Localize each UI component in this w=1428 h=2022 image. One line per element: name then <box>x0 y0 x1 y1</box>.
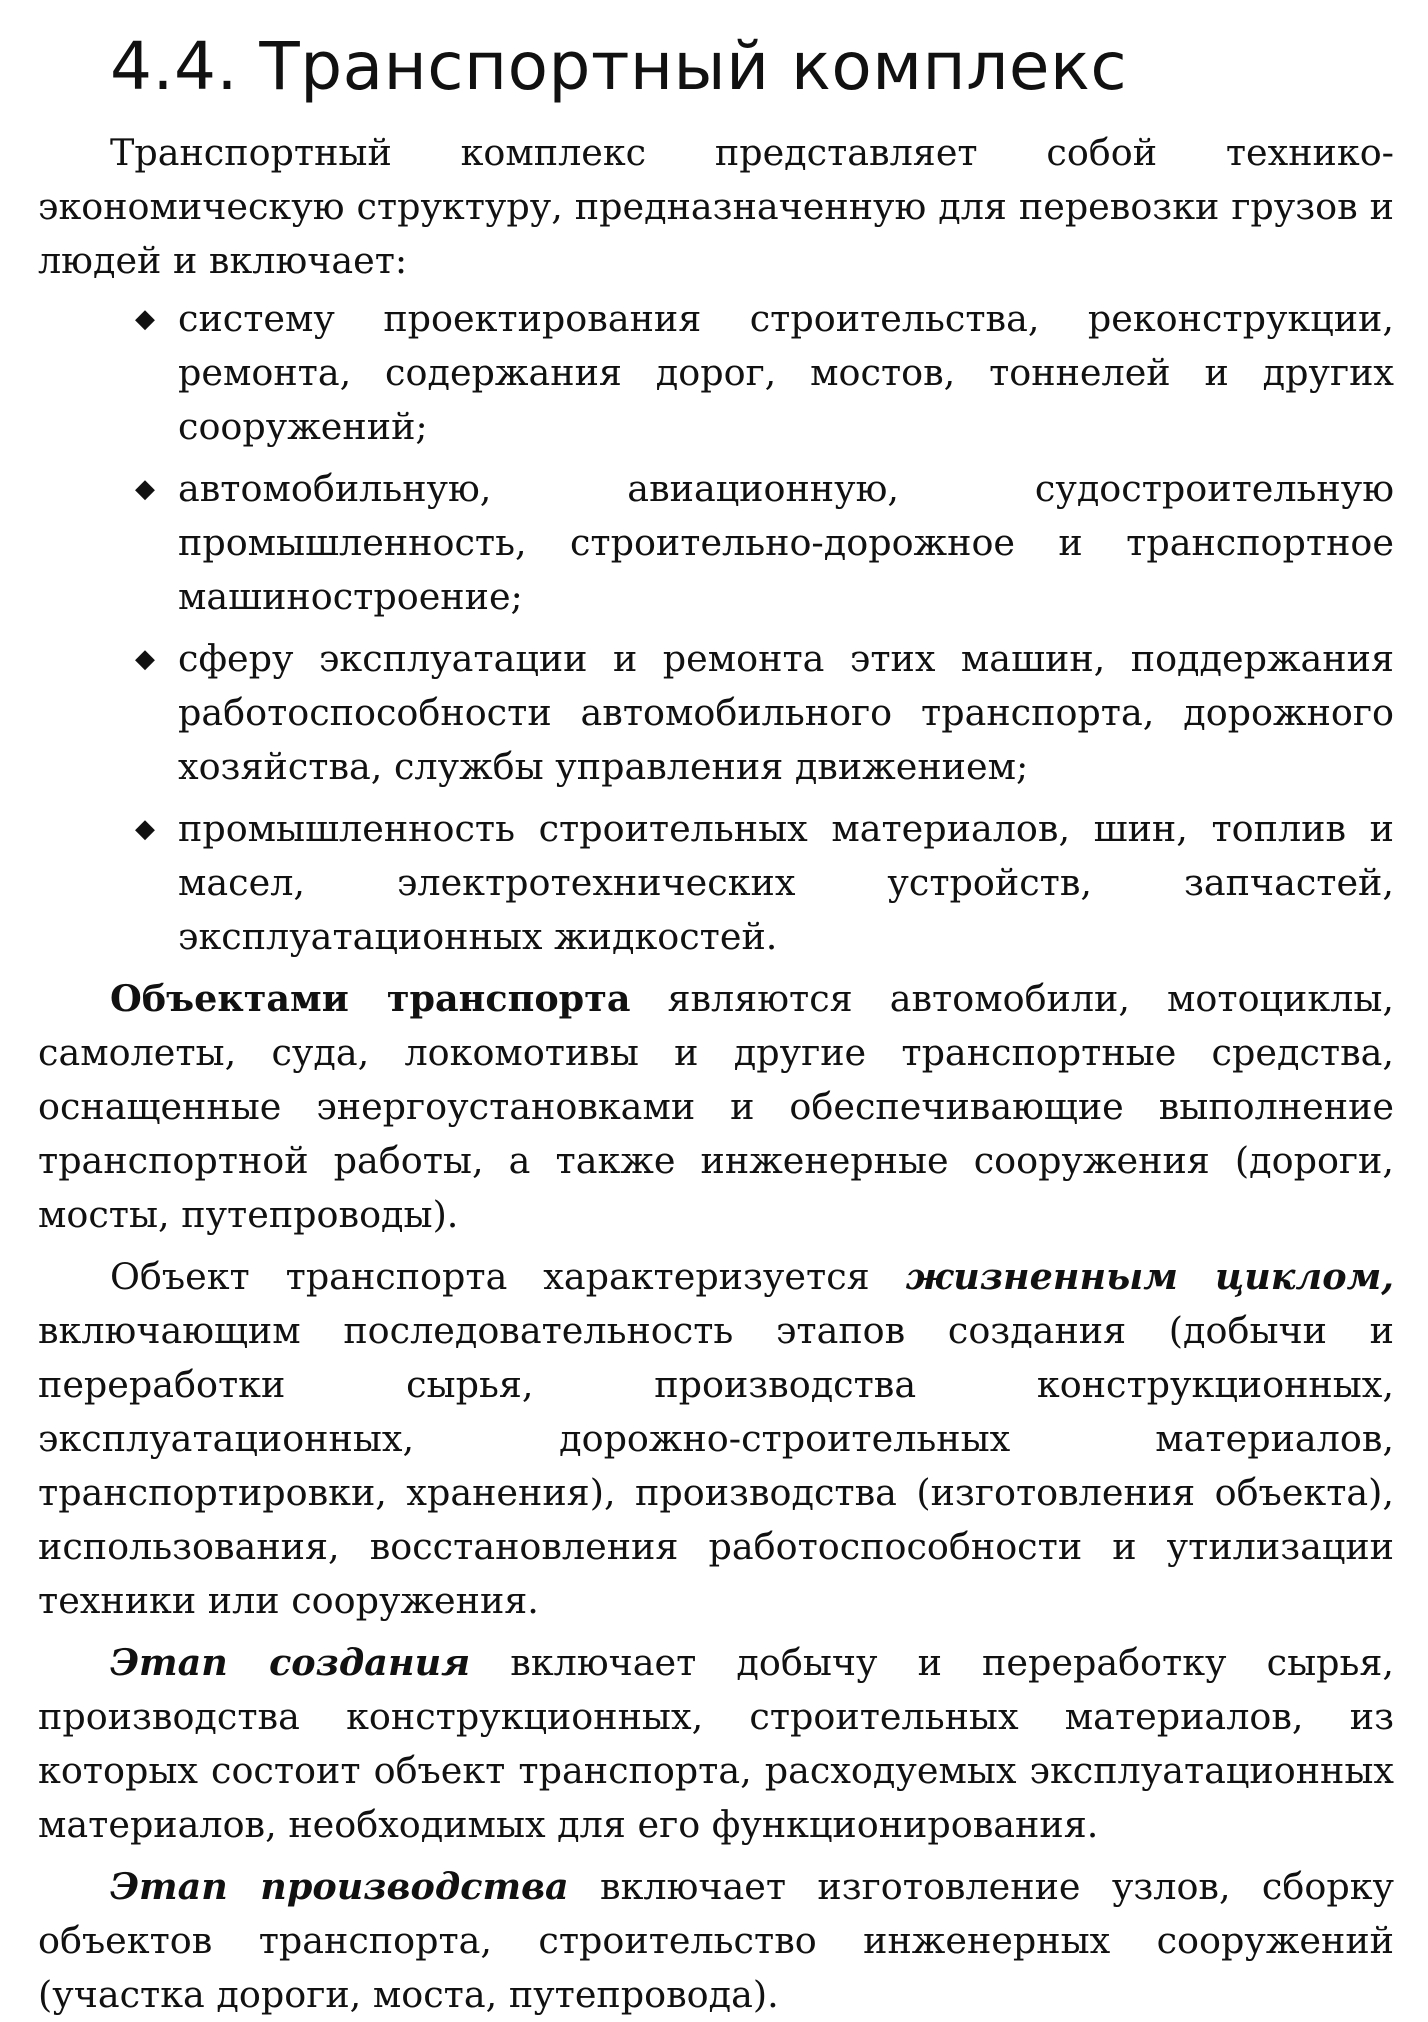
paragraph-text: включает изготовление узлов, сборку объектов транспорта, строительство инженерных сооружений (участка дороги, моста, путепровода). <box>38 1865 1394 2016</box>
bold-italic-term: Этап производства <box>110 1865 569 1908</box>
diamond-bullet-icon: ◆ <box>135 644 155 674</box>
section-heading: 4.4. Транспортный комплекс <box>110 28 1128 105</box>
paragraph-text: являются автомобили, мотоциклы, самолеты, суда, локомотивы и другие транспортные средства, оснащенные энергоустановками и обеспечивающие выполнение транспортной работы, а также инженерные сооружения (дороги, мосты, путепроводы). <box>38 977 1394 1236</box>
objects-paragraph <box>38 972 1394 1242</box>
list-item <box>135 802 1394 964</box>
list-item-text: сферу эксплуатации и ремонта этих машин, поддержания работоспособности автомобильного транспорта, дорожного хозяйства, службы управления движением; <box>178 637 1394 788</box>
list-item-text: систему проектирования строительства, реконструкции, ремонта, содержания дорог, мостов, тоннелей и других сооружений; <box>178 297 1394 448</box>
list-item <box>135 632 1394 794</box>
bold-term: Объектами транспорта <box>110 977 631 1020</box>
paragraph-text: включающим последовательность этапов создания (добычи и переработки сырья, производства конструкционных, эксплуатационных, дорожно-строительных материалов, транспортировки, хранения), производства (изготовления объекта), использования, восстановления работоспособности и утилизации техники или сооружения. <box>38 1309 1394 1622</box>
production-stage-paragraph <box>38 1860 1394 2022</box>
list-item <box>135 462 1394 624</box>
bold-italic-term: жизненным циклом, <box>905 1255 1394 1298</box>
creation-stage-paragraph <box>38 1636 1394 1852</box>
lifecycle-paragraph <box>38 1250 1394 1628</box>
paragraph-text: Объект транспорта характеризуется <box>110 1255 906 1298</box>
bullet-list <box>38 292 1394 964</box>
diamond-bullet-icon: ◆ <box>135 814 155 844</box>
intro-paragraph: Транспортный комплекс представляет собой технико-экономическую структуру, предназначенную для перевозки грузов и людей и включает: <box>38 131 1394 282</box>
list-item-text: автомобильную, авиационную, судостроительную промышленность, строительно-дорожное и транспортное машиностроение; <box>178 467 1394 618</box>
diamond-bullet-icon: ◆ <box>135 304 155 334</box>
paragraph-text: включает добычу и переработку сырья, производства конструкционных, строительных материалов, из которых состоит объект транспорта, расходуемых эксплуатационных материалов, необходимых для его функционирования. <box>38 1641 1394 1846</box>
bold-italic-term: Этап создания <box>110 1641 471 1684</box>
diamond-bullet-icon: ◆ <box>135 474 155 504</box>
list-item <box>135 292 1394 454</box>
list-item-text: промышленность строительных материалов, шин, топлив и масел, электротехнических устройств, запчастей, эксплуатационных жидкостей. <box>178 807 1394 958</box>
